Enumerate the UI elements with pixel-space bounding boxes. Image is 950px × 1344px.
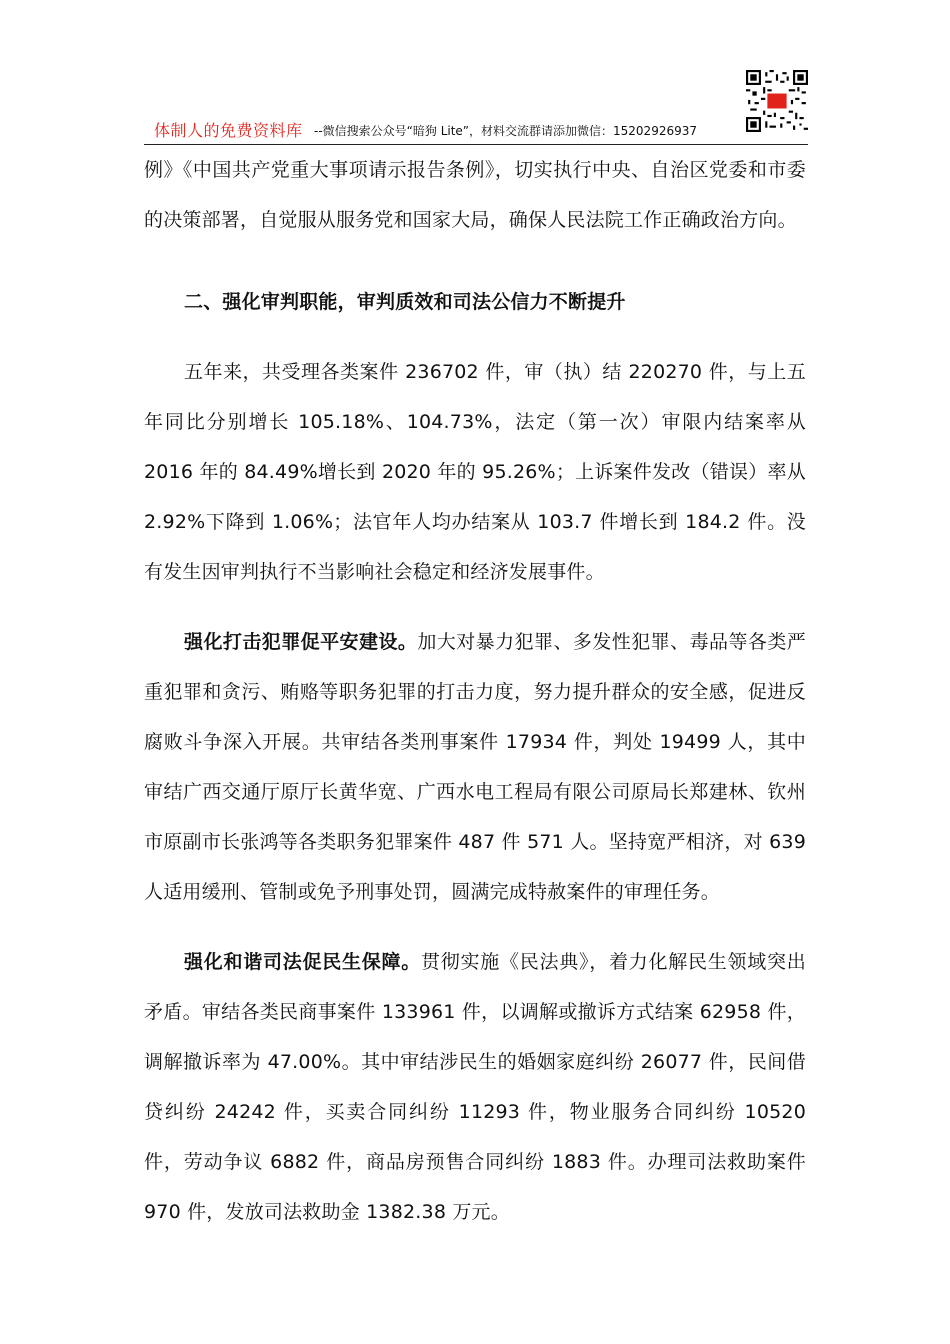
paragraph-lead-crime: 强化打击犯罪促平安建设。 bbox=[184, 631, 418, 653]
paragraph-livelihood bbox=[144, 937, 806, 1237]
paragraph-body-crime: 加大对暴力犯罪、多发性犯罪、毒品等各类严重犯罪和贪污、贿赂等职务犯罪的打击力度，努力提升群众的安全感，促进反腐败斗争深入开展。共审结各类刑事案件 17934 件，判处 19499 人，其中审结广西交通厅原厅长黄华宽、广西水电工程局有限公司原局长郑建林、钦州市原副市长张鸿等各类职务犯罪案件 487 件 571 人。坚持宽严相济，对 639 人适用缓刑、管制或免予刑事处罚，圆满完成特赦案件的审理任务。 bbox=[144, 631, 806, 903]
brand-title: 体制人的免费资料库 bbox=[154, 121, 303, 140]
section-heading: 二、强化审判职能，审判质效和司法公信力不断提升 bbox=[184, 291, 626, 313]
header-tagline: --微信搜索公众号“暗狗 Lite”，材料交流群请添加微信：15202926937 bbox=[314, 124, 697, 138]
paragraph-lead-livelihood: 强化和谐司法促民生保障。 bbox=[184, 951, 422, 973]
paragraph-crime bbox=[144, 617, 806, 917]
paragraph-body-livelihood: 贯彻实施《民法典》，着力化解民生领域突出矛盾。审结各类民商事案件 133961 件，以调解或撤诉方式结案 62958 件，调解撤诉率为 47.00%。其中审结涉民生的婚姻家庭纠纷 26077 件，民间借贷纠纷 24242 件，买卖合同纠纷 11293 件，物业服务合同纠纷 10520 件，劳动争议 6882 件，商品房预售合同纠纷 1883 件。办理司法救助案件 970 件，发放司法救助金 1382.38 万元。 bbox=[144, 951, 806, 1223]
paragraph-continued: 例》《中国共产党重大事项请示报告条例》，切实执行中央、自治区党委和市委的决策部署，自觉服从服务党和国家大局，确保人民法院工作正确政治方向。 bbox=[144, 159, 806, 231]
qr-code-icon bbox=[746, 70, 808, 132]
paragraph-summary: 五年来，共受理各类案件 236702 件，审（执）结 220270 件，与上五年同比分别增长 105.18%、104.73%，法定（第一次）审限内结案率从 2016 年的 84.49%增长到 2020 年的 95.26%；上诉案件发改（错误）率从 2.92%下降到 1.06%；法官年人均办结案从 103.7 件增长到 184.2 件。没有发生因审判执行不当影响社会稳定和经济发展事件。 bbox=[144, 361, 806, 583]
document-body bbox=[144, 145, 806, 1237]
page-header bbox=[144, 70, 808, 145]
